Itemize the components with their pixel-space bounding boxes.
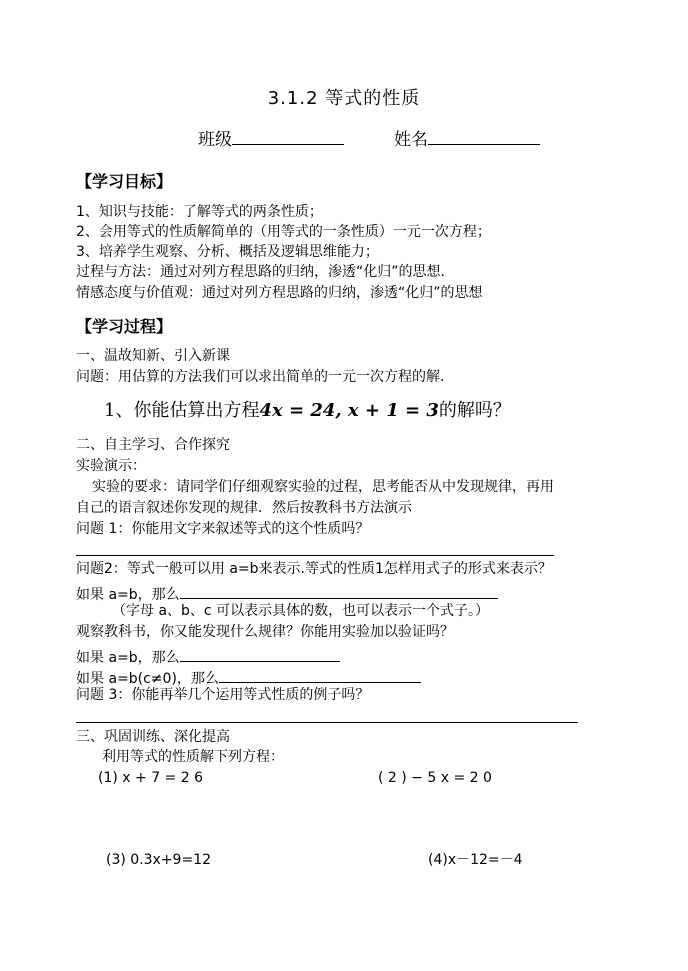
if-text-2: 如果 a=b，那么 — [76, 650, 180, 666]
if-line-2 — [76, 645, 340, 667]
objectives-heading: 【学习目标】 — [76, 172, 173, 191]
if-line-3 — [76, 666, 421, 688]
estimate-suffix: 的解吗？ — [438, 400, 511, 421]
estimate-question — [104, 400, 511, 422]
requirement-line-1: 实验的要求：请同学们仔细观察实验的过程，思考能否从中发现规律，再用 — [92, 479, 554, 495]
objective-line-3: 3、培养学生观察、分析、概括及逻辑思维能力； — [76, 244, 379, 260]
if-blank-2[interactable] — [180, 645, 340, 662]
requirement-line-2: 自己的语言叙述你发现的规律．然后按教科书方法演示 — [76, 500, 412, 516]
observe-text: 观察教科书，你又能发现什么规律？你能用实验加以验证吗？ — [76, 624, 454, 640]
section1-title: 一、温故知新、引入新课 — [76, 348, 230, 364]
if-text-3: 如果 a=b(c≠0)，那么 — [76, 671, 219, 687]
objective-line-2: 2、会用等式的性质解简单的（用等式的一条性质）一元一次方程； — [76, 224, 491, 240]
name-blank[interactable] — [428, 128, 540, 145]
objective-line-4: 过程与方法：通过对列方程思路的归纳，渗透“化归”的思想. — [76, 264, 445, 280]
section3-title: 三、巩固训练、深化提高 — [76, 729, 230, 745]
answer-line-q1[interactable] — [76, 555, 554, 556]
equation-2: ( 2 ) − 5 x = 2 0 — [378, 770, 492, 786]
question-2: 问题2：等式一般可以用 a=b来表示.等式的性质1怎样用式子的形式来表示？ — [76, 561, 552, 577]
objective-line-5: 情感态度与价值观：通过对列方程思路的归纳，渗透“化归”的思想 — [76, 285, 483, 301]
letters-note: （字母 a、b、c 可以表示具体的数，也可以表示一个式子。） — [112, 603, 490, 619]
answer-line-q3[interactable] — [76, 722, 578, 723]
process-heading: 【学习过程】 — [76, 317, 173, 336]
if-line-1 — [76, 582, 498, 604]
estimate-prefix: 1、你能估算出方程 — [104, 400, 260, 421]
class-field — [198, 128, 344, 150]
if-blank-3[interactable] — [219, 666, 421, 683]
section3-intro: 利用等式的性质解下列方程： — [102, 749, 284, 765]
equation-4: (4)x－12=－4 — [428, 852, 523, 868]
demo-label: 实验演示： — [76, 458, 146, 474]
section1-question: 问题：用估算的方法我们可以求出简单的一元一次方程的解. — [76, 369, 445, 385]
question-1: 问题 1：你能用文字来叙述等式的这个性质吗？ — [76, 521, 370, 537]
name-field — [394, 128, 540, 150]
question-3: 问题 3：你能再举几个运用等式性质的例子吗？ — [76, 687, 370, 703]
if-blank-1[interactable] — [180, 582, 498, 599]
page-title: 3.1.2 等式的性质 — [267, 88, 421, 109]
class-label: 班级 — [198, 130, 232, 150]
if-text-1: 如果 a=b，那么 — [76, 587, 180, 603]
section2-title: 二、自主学习、合作探究 — [76, 437, 230, 453]
name-label: 姓名 — [394, 130, 428, 150]
equation-1: (1) x + 7 = 2 6 — [98, 770, 203, 786]
class-blank[interactable] — [232, 128, 344, 145]
estimate-equations: 4x = 24, x + 1 = 3 — [259, 400, 439, 421]
equation-3: (3) 0.3x+9=12 — [106, 852, 212, 868]
objective-line-1: 1、知识与技能：了解等式的两条性质； — [76, 204, 323, 220]
